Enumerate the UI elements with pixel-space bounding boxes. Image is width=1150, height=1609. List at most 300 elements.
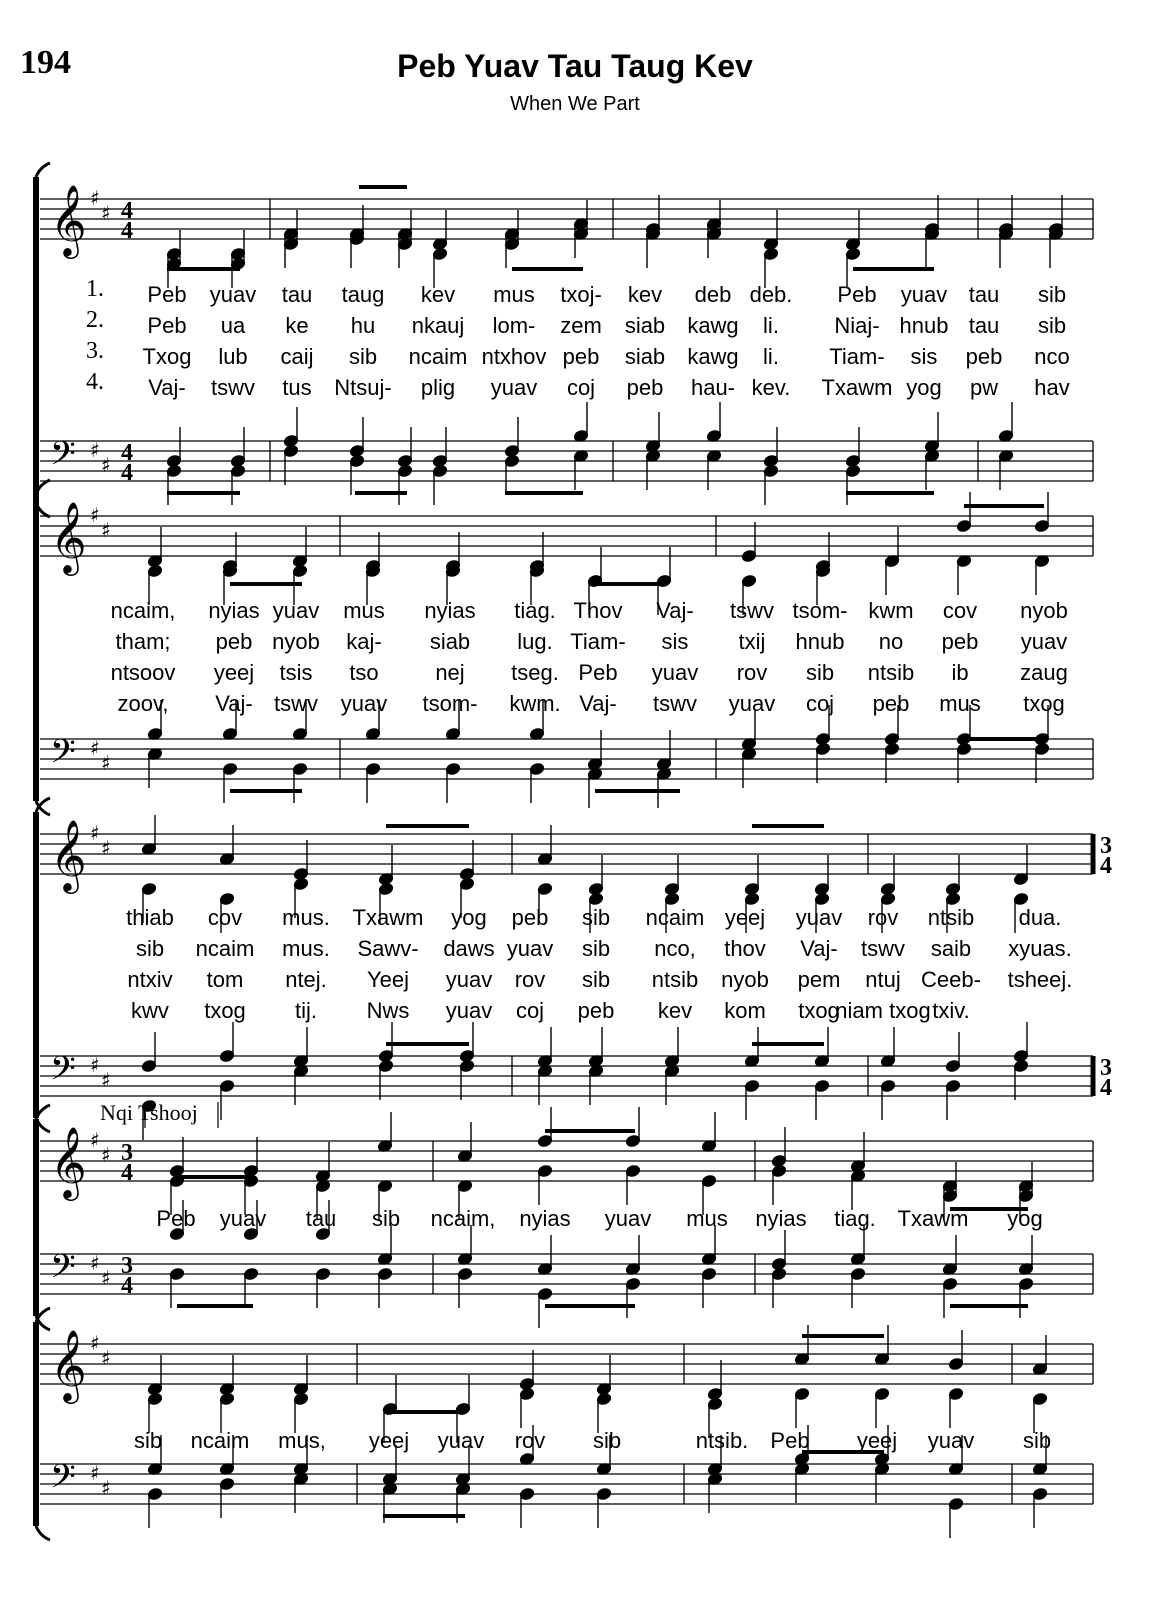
note (771, 1267, 786, 1308)
sharp-icon: ♯ (101, 453, 111, 477)
lyric-syllable: tau (305, 1206, 337, 1231)
note (850, 1169, 865, 1210)
note (537, 1107, 552, 1148)
beam (950, 1304, 1028, 1308)
lyric-syllable: pw (969, 375, 999, 400)
time-signature (1100, 833, 1112, 879)
note (504, 454, 519, 495)
lyric-syllable: yuav (900, 282, 948, 307)
note (283, 444, 298, 485)
note (293, 1027, 308, 1068)
note (219, 825, 234, 866)
lyric-syllable: sib (592, 1428, 622, 1453)
lyric-syllable: Sawv- (357, 936, 419, 961)
bass-clef-icon: 𝄢 (50, 733, 76, 779)
note (243, 1267, 258, 1308)
note (1013, 1059, 1028, 1100)
lyric-syllable: Nws (366, 998, 410, 1023)
beam (964, 737, 1044, 741)
note (377, 1112, 392, 1153)
svg-text:4: 4 (121, 440, 133, 466)
sharp-icon: ♯ (90, 186, 100, 210)
note (293, 1355, 308, 1396)
note (924, 227, 939, 268)
note (166, 464, 181, 505)
beam (167, 267, 240, 271)
svg-text:3: 3 (1100, 833, 1112, 859)
sharp-icon: ♯ (101, 1143, 111, 1167)
note (588, 855, 603, 896)
lyric-syllable: mus (686, 1206, 728, 1231)
beam (964, 504, 1044, 508)
lyric-syllable: mus (939, 691, 981, 716)
note (741, 710, 756, 751)
note (741, 747, 756, 788)
lyric-syllable: ncaim (190, 1428, 250, 1453)
lyric-syllable: ntej. (285, 967, 327, 992)
note (169, 1267, 184, 1308)
lyric-syllable: siab (624, 313, 666, 338)
lyric-syllable: Txawm (897, 1206, 969, 1231)
sharp-icon: ♯ (90, 1331, 100, 1355)
note (645, 227, 660, 268)
lyric-syllable: sib (133, 1428, 163, 1453)
lyric-syllable: rov (867, 905, 899, 930)
lyric-syllable: no (878, 629, 904, 654)
note (587, 767, 602, 808)
lyric-syllable: sis (661, 629, 689, 654)
beam (383, 1514, 465, 1518)
lyric-syllable: Yeej (366, 967, 410, 992)
lyric-syllable: kev. (751, 375, 791, 400)
lyric-syllable: lub (218, 344, 248, 369)
lyric-syllable: Tiam- (829, 344, 885, 369)
note (771, 1164, 786, 1205)
note (1032, 1487, 1047, 1528)
lyric-syllable: cov (207, 905, 243, 930)
lyric-syllable: sib (1037, 313, 1067, 338)
lyric-syllable: ib (951, 660, 969, 685)
lyric-syllable: zoov, (117, 691, 169, 716)
note (945, 855, 960, 896)
note (794, 1462, 809, 1503)
bass-clef-icon: 𝄢 (50, 435, 76, 481)
lyric-syllable: coj (805, 691, 835, 716)
note (701, 1267, 716, 1308)
note (880, 855, 895, 896)
note (845, 464, 860, 505)
note (457, 1267, 472, 1308)
lyric-syllable: tswv (861, 936, 905, 961)
lyric-syllable: ntsib (867, 660, 915, 685)
lyric-syllable: yeej (724, 905, 766, 930)
lyric-syllable: sib (805, 660, 835, 685)
time-signature (121, 440, 133, 486)
note (141, 815, 156, 856)
lyric-syllable: Peb (147, 282, 187, 307)
note (814, 855, 829, 896)
lyric-syllable: rov (736, 660, 768, 685)
note (243, 1137, 258, 1178)
note (147, 527, 162, 568)
note (998, 449, 1013, 490)
note (948, 1497, 963, 1538)
lyric-syllable: li. (763, 313, 779, 338)
lyric-syllable: yuav (219, 1206, 267, 1231)
note (537, 825, 552, 866)
bass-staff (40, 1254, 1093, 1294)
lyric-syllable: tiag. (834, 1206, 876, 1231)
lyric-syllable: deb. (749, 282, 793, 307)
lyric-syllable: Peb (770, 1428, 810, 1453)
note (744, 1079, 759, 1120)
lyric-syllable: txij (738, 629, 766, 654)
svg-text:3: 3 (121, 1253, 133, 1279)
hymn-title: Peb Yuav Tau Taug Kev (397, 48, 753, 84)
lyric-syllable: hnub (795, 629, 845, 654)
note (744, 1027, 759, 1068)
time-signature (121, 1140, 133, 1186)
note (504, 417, 519, 458)
note (794, 1387, 809, 1428)
sharp-icon: ♯ (90, 1128, 100, 1152)
note (147, 1355, 162, 1396)
lyric-syllable: tsom- (422, 691, 478, 716)
lyric-syllable: Thov (573, 598, 623, 623)
time-signature (121, 198, 133, 244)
note (945, 1079, 960, 1120)
lyric-syllable: zem (560, 313, 602, 338)
lyric-syllable: txiv. (932, 998, 970, 1023)
note (349, 417, 364, 458)
note (588, 1027, 603, 1068)
lyric-syllable: kev (657, 998, 693, 1023)
sharp-icon: ♯ (90, 438, 100, 462)
beam (167, 491, 240, 495)
note (815, 742, 830, 783)
beam (752, 824, 824, 828)
time-signature (121, 1253, 133, 1299)
beam (177, 1304, 253, 1308)
lyric-syllable: tswv (653, 691, 697, 716)
note (924, 449, 939, 490)
note (706, 449, 721, 490)
note (147, 747, 162, 788)
note (998, 402, 1013, 443)
lyric-syllable: yuav (651, 660, 699, 685)
lyric-syllable: peb (872, 691, 910, 716)
lyric-syllable: thiab (126, 905, 174, 930)
note (664, 855, 679, 896)
lyric-syllable: yuav (1020, 629, 1068, 654)
beam (230, 789, 302, 793)
beam (355, 491, 407, 495)
sharp-icon: ♯ (101, 836, 111, 860)
beam (386, 824, 469, 828)
note (771, 1230, 786, 1271)
hymn-subtitle: When We Part (510, 93, 640, 115)
note (537, 1164, 552, 1205)
lyric-syllable: ke (285, 313, 309, 338)
note (1018, 1277, 1033, 1318)
lyric-syllable: daws (443, 936, 495, 961)
note (432, 464, 447, 505)
note (457, 1122, 472, 1163)
note (845, 210, 860, 251)
note (377, 1225, 392, 1266)
note (664, 1064, 679, 1105)
bass-staff (40, 1464, 1093, 1504)
note (219, 1022, 234, 1063)
lyric-syllable: tham; (115, 629, 171, 654)
verse-number: 4. (86, 369, 104, 395)
note (573, 449, 588, 490)
lyric-syllable: Vaj- (215, 691, 253, 716)
note (377, 1267, 392, 1308)
lyric-syllable: saib (930, 936, 972, 961)
lyric-syllable: peb (626, 375, 664, 400)
note (744, 855, 759, 896)
svg-text:4: 4 (1100, 853, 1112, 879)
lyric-syllable: Vaj- (579, 691, 617, 716)
lyric-syllable: yuav (445, 967, 493, 992)
lyric-syllable: ntxiv (127, 967, 173, 992)
lyric-syllable: kaj- (346, 629, 382, 654)
beam (846, 491, 934, 495)
lyric-syllable: mus (493, 282, 535, 307)
lyric-syllable: tau (968, 313, 1000, 338)
lyric-syllable: sis (910, 344, 938, 369)
beam (390, 1410, 465, 1414)
note (956, 554, 971, 595)
note (378, 1059, 393, 1100)
note (432, 427, 447, 468)
lyric-syllable: hnub (899, 313, 949, 338)
note (874, 1462, 889, 1503)
note (169, 1137, 184, 1178)
lyric-syllable: Niaj- (834, 313, 880, 338)
note (645, 412, 660, 453)
sharp-icon: ♯ (90, 1053, 100, 1077)
lyric-syllable: tiag. (514, 598, 556, 623)
note (707, 1360, 722, 1401)
lyric-syllable: tswv (211, 375, 255, 400)
note (283, 407, 298, 448)
note (1013, 845, 1028, 886)
sharp-icon: ♯ (101, 1266, 111, 1290)
bass-clef-icon: 𝄢 (50, 1458, 76, 1504)
treble-staff (40, 516, 1093, 556)
note (880, 1027, 895, 1068)
lyric-syllable: coj (566, 375, 596, 400)
note (315, 1267, 330, 1308)
lyric-syllable: Peb (837, 282, 877, 307)
svg-text:3: 3 (1100, 1055, 1112, 1081)
note (219, 1079, 234, 1120)
note (942, 1277, 957, 1318)
lyric-syllable: kev (420, 282, 456, 307)
lyric-syllable: sib (581, 967, 611, 992)
lyric-syllable: yuav (728, 691, 776, 716)
lyric-syllable: peb (577, 998, 615, 1023)
lyric-syllable: nyias (424, 598, 476, 623)
lyric-syllable: Peb (578, 660, 618, 685)
lyric-syllable: deb (694, 282, 732, 307)
lyric-syllable: siab (624, 344, 666, 369)
lyric-syllable: yuav (272, 598, 320, 623)
beam (505, 491, 583, 495)
lyric-syllable: plig (420, 375, 456, 400)
lyric-syllable: kom (724, 998, 766, 1023)
note (230, 464, 245, 505)
note (850, 1267, 865, 1308)
lyric-syllable: tsom- (792, 598, 848, 623)
note (814, 1079, 829, 1120)
note (763, 210, 778, 251)
lyric-syllable: sib (348, 344, 378, 369)
lyric-syllable: txog (798, 998, 840, 1023)
note (445, 762, 460, 803)
lyric-syllable: hav (1034, 375, 1070, 400)
lyric-syllable: yuav (340, 691, 388, 716)
note (219, 1392, 234, 1433)
note (763, 427, 778, 468)
lyric-syllable: kawg (687, 313, 739, 338)
note (596, 1487, 611, 1528)
lyric-syllable: Txog (142, 344, 192, 369)
note (292, 527, 307, 568)
svg-text:4: 4 (121, 218, 133, 244)
lyric-syllable: nco, (654, 936, 696, 961)
beam (853, 267, 934, 271)
lyric-syllable: tsis (279, 660, 313, 685)
lyric-syllable: lug. (517, 629, 553, 654)
lyric-syllable: kawg (687, 344, 739, 369)
beam (177, 1175, 253, 1179)
lyric-syllable: txog (1023, 691, 1065, 716)
note (956, 492, 971, 533)
lyric-syllable: sib (581, 905, 611, 930)
sharp-icon: ♯ (101, 518, 111, 542)
lyric-syllable: yuav (604, 1206, 652, 1231)
verse-number: 2. (86, 307, 104, 333)
sharp-icon: ♯ (101, 751, 111, 775)
lyric-syllable: tau (968, 282, 1000, 307)
note (293, 1064, 308, 1105)
lyric-syllable: tij. (295, 998, 317, 1023)
note (519, 1387, 534, 1428)
lyric-syllable: xyuas. (1008, 936, 1072, 961)
note (880, 1079, 895, 1120)
lyric-syllable: peb (941, 629, 979, 654)
note (924, 412, 939, 453)
note (459, 1059, 474, 1100)
lyric-syllable: thov (724, 936, 766, 961)
lyric-syllable: zaug (1020, 660, 1068, 685)
note (141, 1032, 156, 1073)
lyric-syllable: kev (627, 282, 663, 307)
hymn-number: 194 (20, 44, 71, 81)
note (884, 742, 899, 783)
note (222, 762, 237, 803)
beam (595, 789, 680, 793)
lyric-syllable: tso (349, 660, 379, 685)
refrain-marking: Nqi Tshooj (100, 1100, 198, 1125)
note (625, 1235, 640, 1276)
lyric-syllable: Vaj- (800, 936, 838, 961)
treble-clef-icon: 𝄞 (50, 1125, 87, 1198)
sharp-icon: ♯ (101, 1068, 111, 1092)
lyric-syllable: sib (371, 1206, 401, 1231)
lyric-syllable: nyias (208, 598, 260, 623)
svg-text:4: 4 (1100, 1075, 1112, 1101)
note (707, 1472, 722, 1513)
lyric-syllable: yuav (506, 936, 554, 961)
lyric-syllable: txoj- (560, 282, 602, 307)
lyric-syllable: caij (280, 344, 314, 369)
lyric-syllable: Ceeb- (921, 967, 981, 992)
lyric-syllable: yeej (856, 1428, 898, 1453)
note (1032, 1335, 1047, 1376)
lyric-syllable: tus (282, 375, 312, 400)
note (850, 1132, 865, 1173)
sharp-icon: ♯ (101, 1476, 111, 1500)
lyric-syllable: yuav (445, 998, 493, 1023)
note (293, 1392, 308, 1433)
lyric-syllable: mus. (282, 936, 330, 961)
note (771, 1127, 786, 1168)
note (656, 767, 671, 808)
note (519, 1350, 534, 1391)
note (588, 1064, 603, 1105)
lyric-syllable: nkauj (411, 313, 465, 338)
note (378, 845, 393, 886)
note (230, 427, 245, 468)
sharp-icon: ♯ (101, 201, 111, 225)
note (656, 730, 671, 771)
note (1034, 554, 1049, 595)
lyric-syllable: ncaim (645, 905, 705, 930)
bass-staff (40, 739, 1093, 779)
lyric-syllable: pem (797, 967, 841, 992)
note (763, 464, 778, 505)
lyric-syllable: yuav (490, 375, 538, 400)
sharp-icon: ♯ (101, 1346, 111, 1370)
note (884, 554, 899, 595)
lyric-syllable: tswv (730, 598, 774, 623)
note (706, 402, 721, 443)
note (1018, 1235, 1033, 1276)
note (874, 1387, 889, 1428)
lyric-syllable: peb (511, 905, 549, 930)
lyric-syllable: tom (206, 967, 244, 992)
note (397, 464, 412, 505)
note (537, 1235, 552, 1276)
lyric-syllable: kwm. (509, 691, 561, 716)
note (537, 1027, 552, 1068)
note (625, 1107, 640, 1148)
beam (545, 1129, 635, 1133)
treble-clef-icon: 𝄞 (50, 1328, 87, 1401)
lyric-syllable: nyias (519, 1206, 571, 1231)
svg-text:4: 4 (121, 1160, 133, 1186)
note (794, 1325, 809, 1366)
time-signature (1100, 1055, 1112, 1101)
lyric-syllable: ntsib (927, 905, 975, 930)
lyric-syllable: Txawm (352, 905, 424, 930)
lyric-syllable: hau- (690, 375, 736, 400)
lyric-syllable: Vaj- (148, 375, 186, 400)
